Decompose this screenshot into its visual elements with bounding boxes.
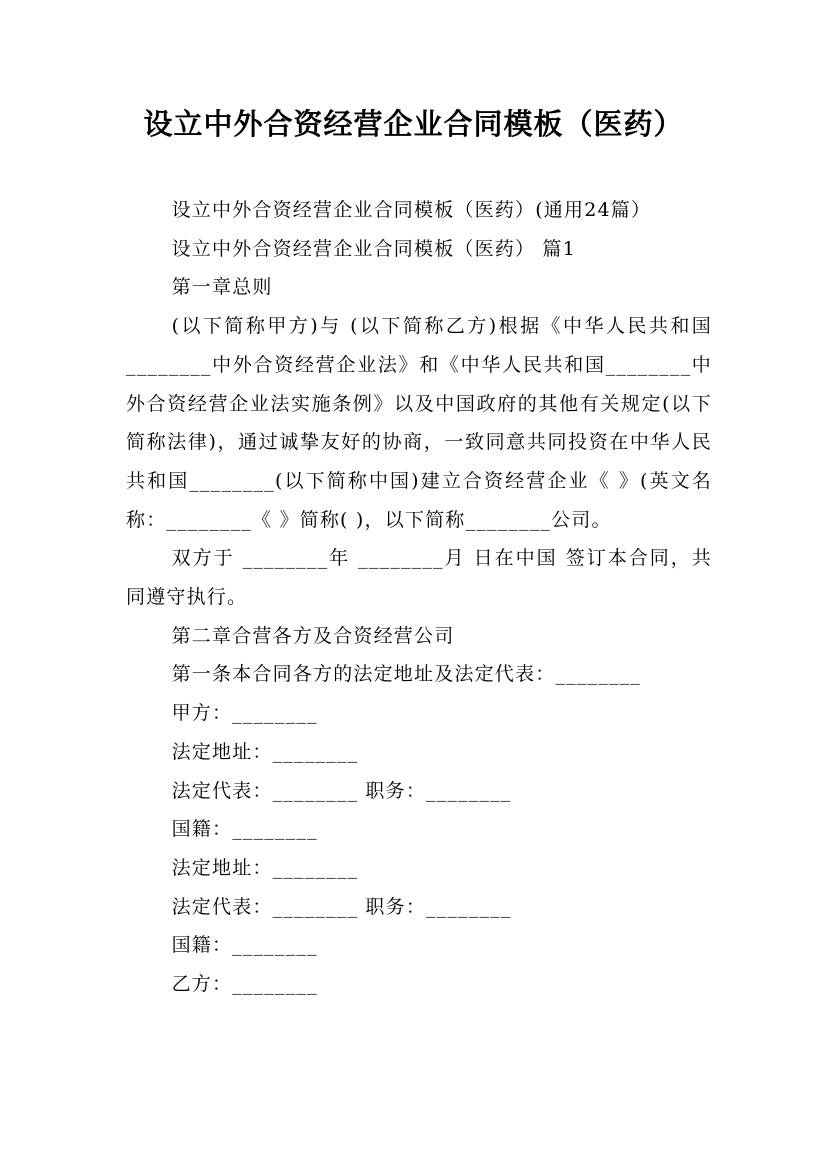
paragraph-legal-address-2: 法定地址：________: [171, 856, 359, 879]
paragraph-chapter-2-heading: 第二章合营各方及合资经营公司: [171, 624, 455, 647]
paragraph-nationality-1: 国籍：________: [171, 818, 318, 841]
paragraph-subtitle: 设立中外合资经营企业合同模板（医药）(通用24篇）: [171, 199, 652, 221]
paragraph-chapter-1-heading: 第一章总则: [171, 276, 273, 299]
document-title: 设立中外合资经营企业合同模板（医药）: [143, 107, 684, 141]
document-body: [126, 191, 712, 1004]
paragraph-legal-representative-1: 法定代表：________ 职务：________: [171, 779, 512, 802]
paragraph-section-heading: 设立中外合资经营企业合同模板（医药） 篇1: [171, 237, 576, 260]
paragraph-signing: 双方于 ________年 ________月 日在中国 签订本合同，共同遵守执行。: [126, 547, 712, 609]
paragraph-general-provisions: (以下简称甲方)与 (以下简称乙方)根据《中华人民共和国________中外合资经营企业法》和《中华人民共和国________中外合资经营企业法实施条例》以及中国政府的其他有关规定(以下简称法律)，通过诚挚友好的协商，一致同意共同投资在中华人民共和国________(以下简称中国)建立合资经营企业《 》(英文名称：________《 》简称( )，以下简称________公司。: [126, 315, 712, 531]
paragraph-party-b: 乙方：________: [171, 973, 318, 996]
paragraph-party-a: 甲方：________: [171, 702, 318, 725]
paragraph-article-1: 第一条本合同各方的法定地址及法定代表：________: [171, 663, 641, 686]
paragraph-nationality-2: 国籍：________: [171, 934, 318, 957]
paragraph-legal-representative-2: 法定代表：________ 职务：________: [171, 895, 512, 918]
paragraph-legal-address-1: 法定地址：________: [171, 740, 359, 763]
